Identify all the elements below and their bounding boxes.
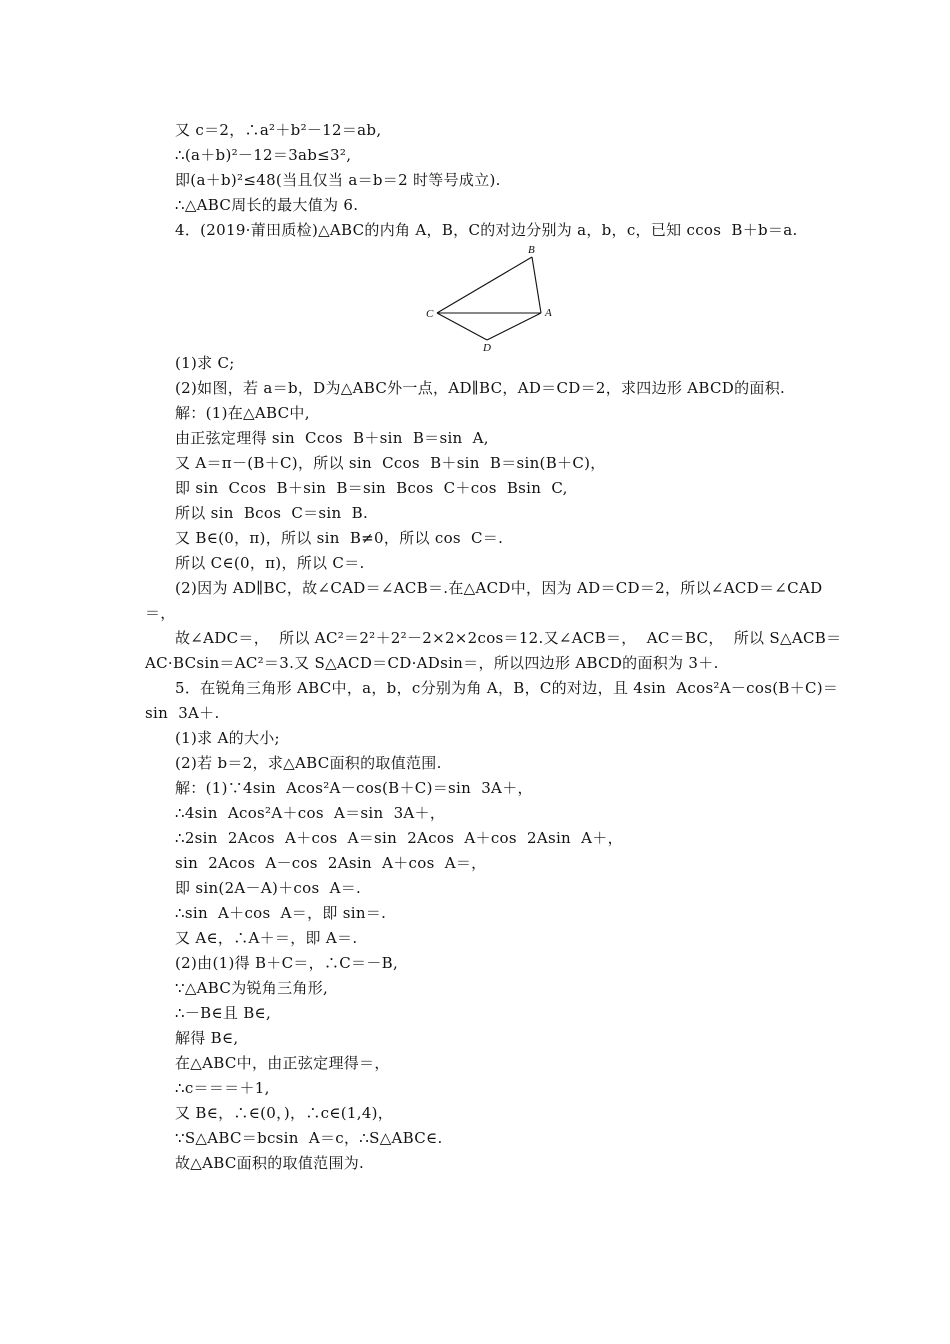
text-line: 即(a＋b)²≤48(当且仅当 a＝b＝2 时等号成立). <box>175 171 501 189</box>
text-line: ∴△ABC周长的最大值为 6. <box>175 196 359 214</box>
text-line: ∵S△ABC＝bcsin A＝c，∴S△ABC∈. <box>175 1129 443 1147</box>
text-line: ∴4sin Acos²A＋cos A＝sin 3A＋， <box>175 804 446 822</box>
text-line: (2)由(1)得 B＋C＝，∴C＝－B, <box>175 954 399 972</box>
text-line: 在△ABC中，由正弦定理得＝， <box>175 1054 390 1072</box>
text-line: (1)求 A的大小; <box>175 729 280 747</box>
text-line: ∴(a＋b)²－12＝3ab≤3², <box>175 146 352 164</box>
text-line: 即 sin(2A－A)＋cos A＝. <box>175 879 362 897</box>
text-line: ∴c＝＝＝＋1, <box>175 1079 270 1097</box>
edge-cd <box>437 313 487 340</box>
text-line: 故△ABC面积的取值范围为. <box>175 1154 365 1172</box>
text-line: ∴2sin 2Acos A＋cos A＝sin 2Acos A＋cos 2Asin A＋， <box>175 829 623 847</box>
text-line: (1)求 C; <box>175 354 235 372</box>
quadrilateral-figure <box>145 243 810 351</box>
text-line: 又 B∈(0，π)，所以 sin B≠0，所以 cos C＝. <box>175 529 504 547</box>
text-line: AC·BCsin＝AC²＝3.又 S△ACD＝CD·ADsin＝，所以四边形 ABCD的面积为 3＋. <box>145 654 719 672</box>
text-line: 即 sin Ccos B＋sin B＝sin Bcos C＋cos Bsin C, <box>175 479 568 497</box>
edge-cb <box>437 257 532 313</box>
text-line: 5．在锐角三角形 ABC中，a，b，c分别为角 A，B，C的对边，且 4sin Acos²A－cos(B＋C)＝ <box>175 679 839 697</box>
text-line: ∵△ABC为锐角三角形, <box>175 979 329 997</box>
text-line: 又 c＝2，∴a²＋b²－12＝ab, <box>175 121 382 139</box>
text-line: 又 A＝π－(B＋C)，所以 sin Ccos B＋sin B＝sin(B＋C)， <box>175 454 606 472</box>
vertex-label-c: C <box>426 308 434 320</box>
text-line: (2)因为 AD∥BC，故∠CAD＝∠ACB＝.在△ACD中，因为 AD＝CD＝2，所以∠ACD＝∠CAD <box>175 579 823 597</box>
vertex-label-a: A <box>545 307 552 319</box>
text-line: sin 3A＋. <box>145 704 220 722</box>
text-line: 4．(2019·莆田质检)△ABC的内角 A，B，C的对边分别为 a，b，c，已知 ccos B＋b＝a. <box>175 221 798 239</box>
text-line: sin 2Acos A－cos 2Asin A＋cos A＝， <box>175 854 487 872</box>
text-block-top <box>145 118 810 243</box>
text-line: 又 A∈，∴A＋＝，即 A＝. <box>175 929 358 947</box>
text-line: 解：(1)∵4sin Acos²A－cos(B＋C)＝sin 3A＋， <box>175 779 533 797</box>
document-page <box>145 118 842 1176</box>
text-line: ∴－B∈且 B∈, <box>175 1004 272 1022</box>
text-line: (2)若 b＝2，求△ABC面积的取值范围. <box>175 754 442 772</box>
text-line: ∴sin A＋cos A＝，即 sin＝. <box>175 904 387 922</box>
text-block-bottom <box>145 351 842 1176</box>
text-line: 所以 C∈(0，π)，所以 C＝. <box>175 554 365 572</box>
text-line: ＝， <box>145 604 176 622</box>
vertex-label-d: D <box>483 342 491 351</box>
text-line: 解：(1)在△ABC中, <box>175 404 310 422</box>
edge-ba <box>532 257 541 313</box>
text-line: (2)如图，若 a＝b，D为△ABC外一点，AD∥BC，AD＝CD＝2，求四边形 ABCD的面积. <box>175 379 786 397</box>
text-line: 故∠ADC＝， 所以 AC²＝2²＋2²－2×2×2cos＝12.又∠ACB＝， AC＝BC， 所以 S△ACB＝ <box>175 629 842 647</box>
text-line: 由正弦定理得 sin Ccos B＋sin B＝sin A, <box>175 429 489 447</box>
vertex-label-b: B <box>528 244 535 256</box>
text-line: 所以 sin Bcos C＝sin B. <box>175 504 369 522</box>
text-line: 解得 B∈, <box>175 1029 239 1047</box>
text-line: 又 B∈，∴∈(0，)，∴c∈(1,4)， <box>175 1104 394 1122</box>
geometry-diagram <box>415 243 565 351</box>
edge-da <box>487 313 541 340</box>
